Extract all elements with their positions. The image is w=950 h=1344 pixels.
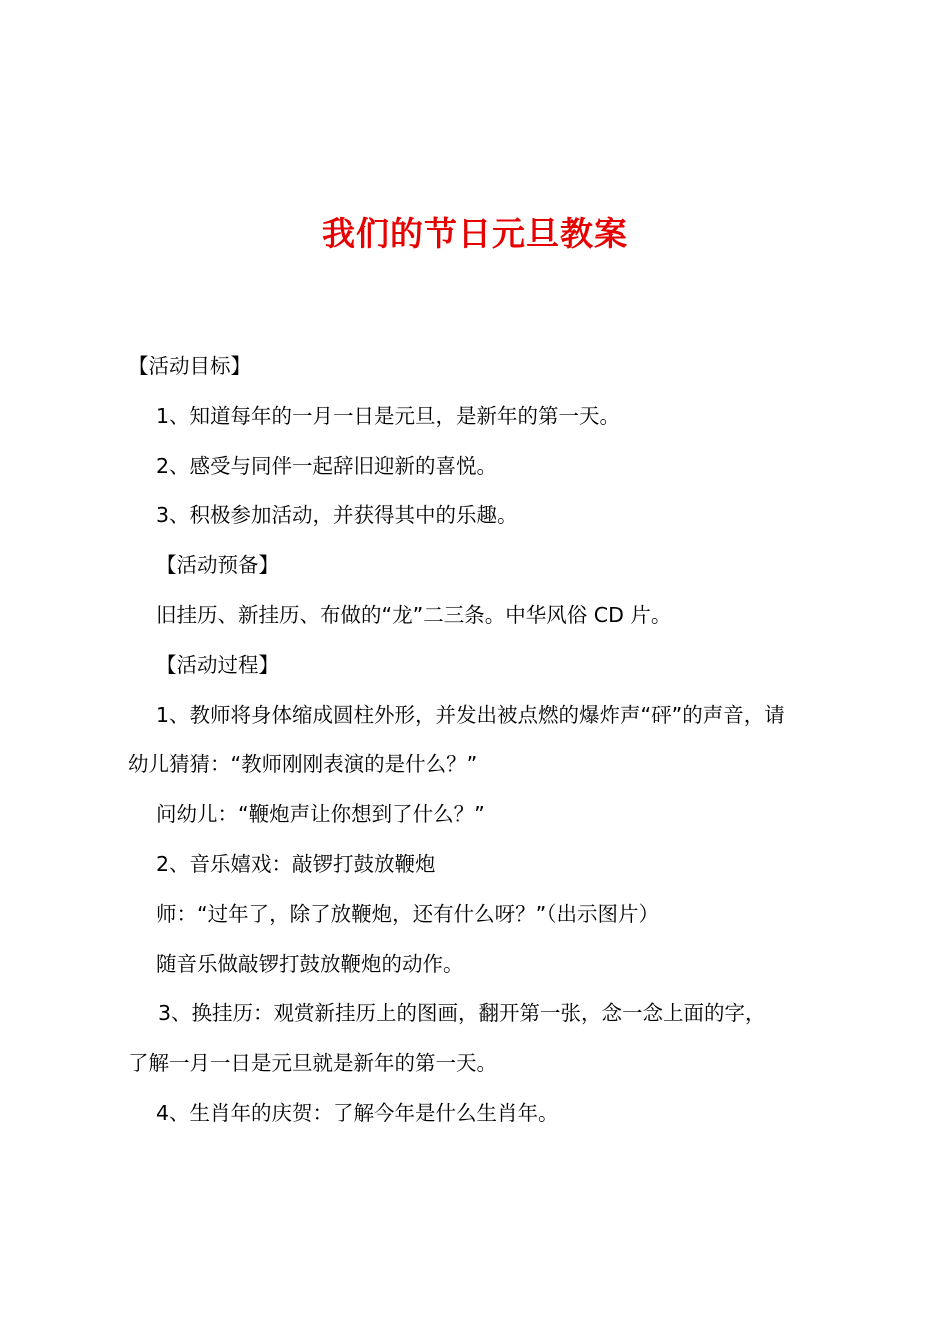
paragraph-line: 旧挂历、新挂历、布做的“龙”二三条。中华风俗 CD 片。	[156, 602, 672, 627]
paragraph-line: 1、教师将身体缩成圆柱外形，并发出被点燃的爆炸声“砰”的声音，请	[156, 702, 785, 727]
section-heading-preparation: 【活动预备】	[156, 553, 279, 578]
paragraph-line: 幼儿猜猜：“教师刚刚表演的是什么？”	[128, 752, 478, 777]
paragraph-line: 随音乐做敲锣打鼓放鞭炮的动作。	[156, 951, 464, 976]
document-body	[128, 342, 848, 1139]
paragraph-line: 4、生肖年的庆贺：了解今年是什么生肖年。	[156, 1100, 559, 1125]
paragraph-line: 3、换挂历：观赏新挂历上的图画，翻开第一张，念一念上面的字，	[158, 1001, 766, 1026]
paragraph-line: 1、知道每年的一月一日是元旦，是新年的第一天。	[156, 403, 621, 428]
section-heading-goals: 【活动目标】	[128, 354, 251, 378]
paragraph-line: 了解一月一日是元旦就是新年的第一天。	[128, 1051, 497, 1076]
paragraph-line: 问幼儿：“鞭炮声让你想到了什么？”	[156, 802, 485, 827]
paragraph-line: 3、积极参加活动，并获得其中的乐趣。	[156, 503, 518, 528]
paragraph-line: 2、感受与同伴一起辞旧迎新的喜悦。	[156, 453, 498, 478]
paragraph-line: 师：“过年了，除了放鞭炮，还有什么呀？”（出示图片）	[156, 901, 659, 926]
section-heading-process: 【活动过程】	[156, 652, 279, 677]
paragraph-line: 2、音乐嬉戏：敲锣打鼓放鞭炮	[156, 851, 436, 876]
document-title: 我们的节日元旦教案	[322, 214, 628, 253]
